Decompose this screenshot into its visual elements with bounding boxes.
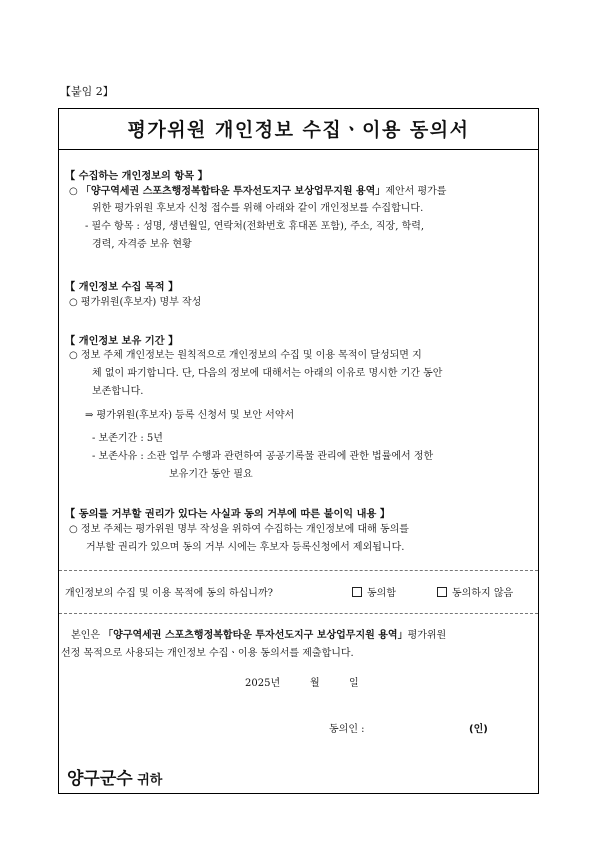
- agree-label: 동의함: [367, 588, 396, 599]
- refusal-line-1: ○ 정보 주체는 평가위원 명부 작성을 위하여 수집하는 개인정보에 대해 동의를: [69, 524, 409, 535]
- purpose-line-1: ○ 평가위원(후보자) 명부 작성: [69, 297, 202, 308]
- agree-option[interactable]: [352, 585, 396, 602]
- collect-required-items: - 필수 항목 : 성명, 생년월일, 연락처(전화번호 휴대폰 포함), 주소, 직장, 학력,: [85, 221, 425, 232]
- date-year: 2025년: [245, 678, 281, 689]
- divider: [59, 613, 538, 614]
- retention-line-3: 보존합니다.: [92, 386, 144, 397]
- retention-period: - 보존기간 : 5년: [92, 433, 163, 444]
- agree-checkbox[interactable]: [352, 587, 362, 597]
- retention-line-2: 체 없이 파기합니다. 단, 다음의 정보에 대해서는 아래의 이유로 명시한 기간 동안: [92, 368, 443, 379]
- retention-reason: - 보존사유 : 소관 업무 수행과 관련하여 공공기록물 관리에 관한 법률에서 정한: [92, 451, 434, 462]
- consent-question: 개인정보의 수집 및 이용 목적에 동의 하십니까?: [65, 588, 273, 599]
- closing-addressee: 양구군수 귀하: [67, 769, 163, 789]
- attachment-label: 【붙임 2】: [60, 85, 114, 98]
- retention-target: ⇒ 평가위원(후보자) 등록 신청서 및 보안 서약서: [85, 410, 295, 421]
- collect-line-4: 경력, 자격증 보유 현황: [92, 239, 192, 250]
- retention-line-1: ○ 정보 주체 개인정보는 원칙적으로 개인정보의 수집 및 이용 목적이 달성되면 지: [69, 350, 422, 361]
- refusal-line-2: 거부할 권리가 있으며 동의 거부 시에는 후보자 등록신청에서 제외됩니다.: [86, 542, 405, 553]
- declaration-line-1: 본인은 「양구역세권 스포츠행정복합타운 투자선도지구 보상업무지원 용역」평가위원: [71, 630, 447, 641]
- signature-label: 동의인 :: [329, 724, 365, 735]
- retention-reason-cont: 보유기간 동안 필요: [169, 469, 253, 480]
- collect-heading: 【 수집하는 개인정보의 항목 】: [65, 171, 208, 182]
- collect-line-2: 위한 평가위원 후보자 신청 접수를 위해 아래와 같이 개인정보를 수집합니다.: [92, 203, 424, 214]
- consent-form: [58, 108, 539, 794]
- collect-line-1: ○ 「양구역세권 스포츠행정복합타운 투자선도지구 보상업무지원 용역」제안서 평가를: [69, 186, 447, 197]
- retention-heading: 【 개인정보 보유 기간 】: [65, 336, 179, 347]
- divider: [59, 570, 538, 571]
- date-day: 일: [349, 678, 359, 689]
- form-title: 평가위원 개인정보 수집ㆍ이용 동의서: [59, 109, 538, 150]
- disagree-label: 동의하지 않음: [452, 588, 514, 599]
- refusal-heading: 【 동의를 거부할 권리가 있다는 사실과 동의 거부에 따른 불이익 내용 】: [65, 509, 391, 520]
- date-month: 월: [310, 678, 320, 689]
- disagree-checkbox[interactable]: [437, 587, 447, 597]
- disagree-option[interactable]: [437, 585, 513, 602]
- declaration-line-2: 선정 목적으로 사용되는 개인정보 수집ㆍ이용 동의서를 제출합니다.: [61, 648, 354, 659]
- signature-seal: (인): [469, 724, 488, 735]
- purpose-heading: 【 개인정보 수집 목적 】: [65, 282, 179, 293]
